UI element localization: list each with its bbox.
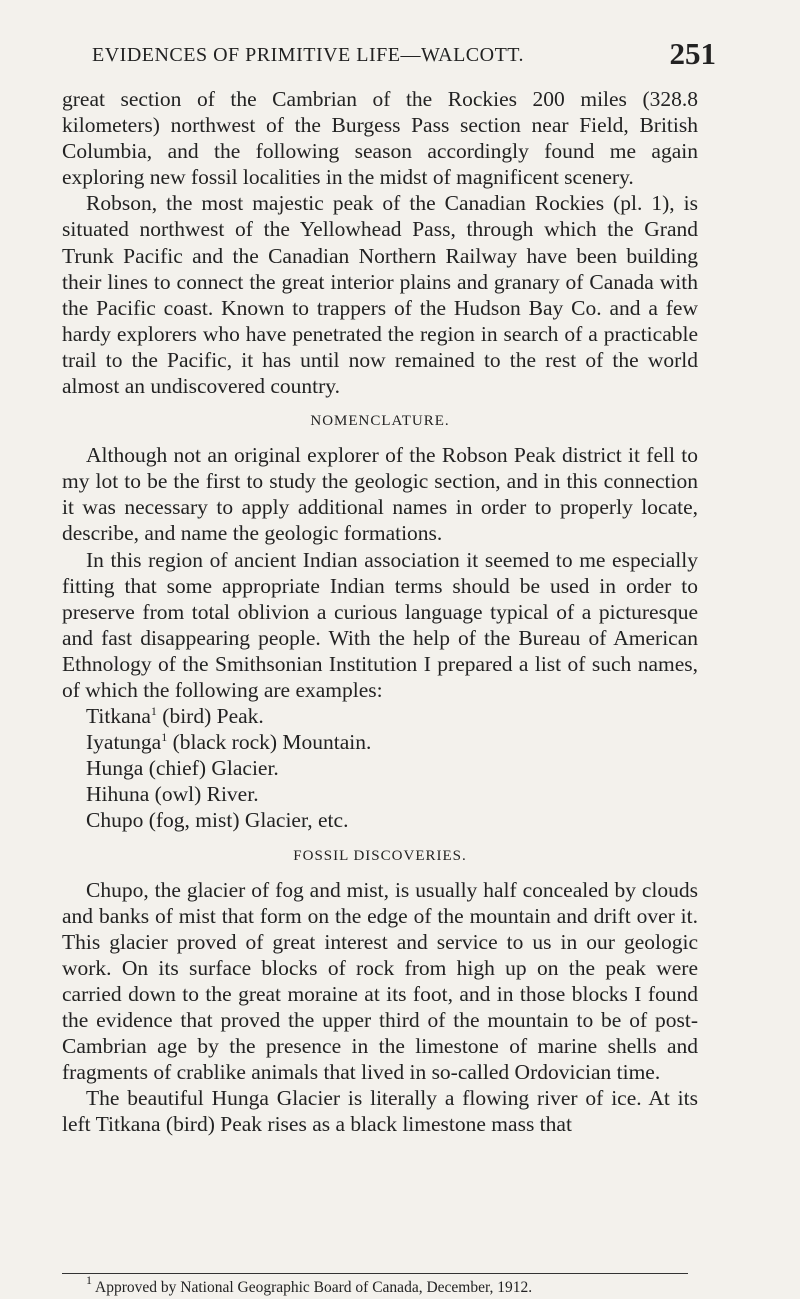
footnote-divider xyxy=(62,1273,688,1274)
paragraph-indian-terms: In this region of ancient Indian association it seemed to me especially fitting that some appropriate Indian terms should be used in order to preserve from total oblivion a curious language typical of a picturesque and fast disappearing people. With the help of the Bureau of American Ethnology of the Smithsonian Institution I prepared a list of such names, of which the following are examples: xyxy=(62,547,698,702)
footnote-mark: 1 xyxy=(86,1273,92,1287)
section-heading-nomenclature: NOMENCLATURE. xyxy=(310,413,450,430)
list-item xyxy=(62,703,698,729)
list-item xyxy=(62,729,698,755)
footnote xyxy=(86,1273,533,1297)
example-name: Iyatunga xyxy=(86,730,162,755)
paragraph-chupo: Chupo, the glacier of fog and mist, is usually half concealed by clouds and banks of mist that form on the edge of the mountain and drift over it. This glacier proved of great interest and service to us in our geologic work. On its surface blocks of rock from high up on the peak were carried down to the great moraine at its foot, and in those blocks I found the evidence that proved the upper third of the mountain to be of post-Cambrian age by the presence in the limestone of marine shells and fragments of crablike animals that lived in so-called Ordovician time. xyxy=(62,877,698,1085)
list-item xyxy=(62,807,698,833)
footnote-text: Approved by National Geographic Board of Canada, December, 1912. xyxy=(92,1279,533,1296)
text-block xyxy=(62,86,698,1137)
example-names-list xyxy=(62,703,698,833)
running-title: EVIDENCES OF PRIMITIVE LIFE—WALCOTT. xyxy=(92,44,525,66)
running-head xyxy=(92,36,716,80)
paragraph-continuation: great section of the Cambrian of the Rockies 200 miles (328.8 kilometers) northwest of the Burgess Pass section near Field, British Columbia, and the following season accordingly found me again exploring new fossil localities in the midst of magnificent scenery. xyxy=(62,87,698,190)
paragraph-robson: Robson, the most majestic peak of the Canadian Rockies (pl. 1), is situated northwest of the Yellowhead Pass, through which the Grand Trunk Pacific and the Canadian Northern Railway have been building their lines to connect the great interior plains and granary of Canada with the Pacific coast. Known to trappers of the Hudson Bay Co. and a few hardy explorers who have penetrated the region in search of a practicable trail to the Pacific, it has until now remained to the rest of the world almost an undiscovered country. xyxy=(62,191,698,399)
example-name: Hihuna (owl) River. xyxy=(86,782,259,807)
section-heading-fossil-discoveries: FOSSIL DISCOVERIES. xyxy=(293,847,467,864)
example-name: Chupo (fog, mist) Glacier, etc. xyxy=(86,808,349,833)
example-rest: (bird) Peak. xyxy=(156,704,264,729)
paragraph-explorer: Although not an original explorer of the Robson Peak district it fell to my lot to be the first to study the geologic section, and in this connection it was necessary to apply additional names in order to properly locate, describe, and name the geologic formations. xyxy=(62,443,698,546)
paragraph-hunga: The beautiful Hunga Glacier is literally a flowing river of ice. At its left Titkana (bird) Peak rises as a black limestone mass that xyxy=(62,1086,698,1137)
list-item xyxy=(62,755,698,781)
page-number: 251 xyxy=(669,36,716,71)
footnote-mark: 1 xyxy=(150,704,157,719)
example-rest: (black rock) Mountain. xyxy=(167,730,372,755)
footnote-mark: 1 xyxy=(161,730,168,745)
list-item xyxy=(62,781,698,807)
example-name: Hunga (chief) Glacier. xyxy=(86,756,279,781)
example-name: Titkana xyxy=(86,704,151,729)
